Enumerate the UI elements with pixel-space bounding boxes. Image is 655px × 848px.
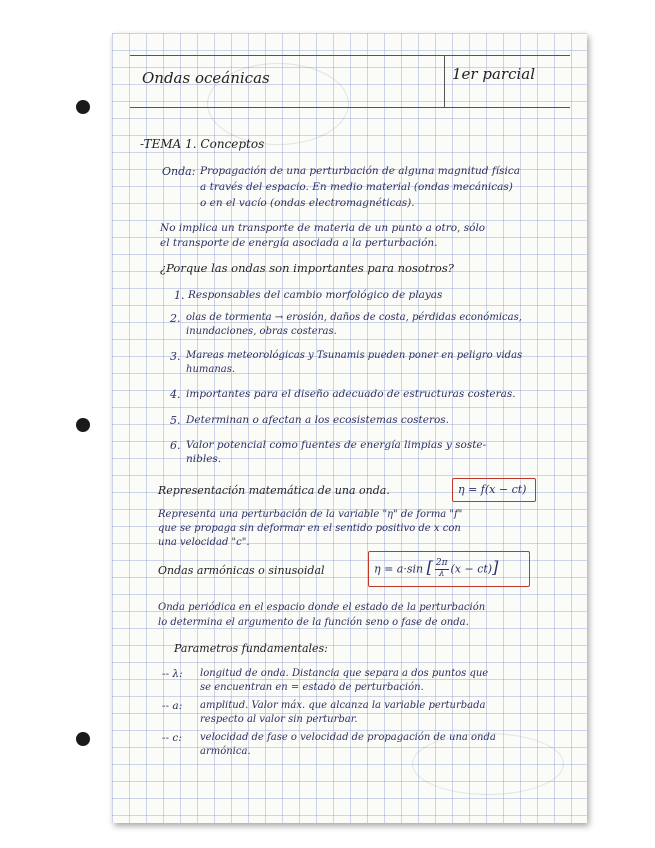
representacion-desc-3: una velocidad "c".: [158, 537, 250, 548]
parametros-title: Parametros fundamentales:: [174, 642, 328, 655]
reason-text: Responsables del cambio morfológico de playas: [188, 289, 443, 301]
reason-num: 2.: [170, 312, 181, 325]
header-bottom-rule: [130, 107, 570, 108]
param-text-cont: se encuentran en = estado de perturbación.: [200, 682, 424, 693]
punch-hole-bottom: [76, 732, 90, 746]
formula-harmonic: η = a·sin [ $\frac{2\pi}{\lambda}$ (x − ct)]: [374, 557, 499, 579]
reason-num: 6.: [170, 439, 181, 452]
reason-text-cont: humanas.: [186, 364, 236, 375]
no-implica-line-1: No implica un transporte de materia de un punto a otro, sólo: [160, 222, 486, 234]
reason-text-cont: inundaciones, obras costeras.: [186, 326, 337, 337]
onda-line-3: o en el vacío (ondas electromagnéticas).: [200, 197, 415, 209]
onda-label: Onda:: [162, 165, 196, 178]
notebook-page: [112, 33, 587, 823]
punch-hole-top: [76, 100, 90, 114]
punch-hole-middle: [76, 418, 90, 432]
periodica-line-2: lo determina el argumento de la función seno o fase de onda.: [158, 617, 469, 628]
onda-line-1: Propagación de una perturbación de alguna magnitud física: [200, 165, 520, 177]
reason-text: Determinan o afectan a los ecosistemas costeros.: [186, 414, 450, 426]
reason-num: 3.: [170, 350, 181, 363]
reason-text-cont: nibles.: [186, 453, 222, 465]
param-symbol: -- λ:: [162, 668, 183, 680]
param-text: amplitud. Valor máx. que alcanza la variable perturbada: [200, 700, 486, 711]
page-title: Ondas oceánicas: [142, 69, 270, 87]
representacion-desc-2: que se propaga sin deformar en el sentido positivo de x con: [158, 523, 461, 534]
formula-general: η = f(x − ct): [458, 483, 527, 496]
no-implica-line-2: el transporte de energía asociada a la perturbación.: [160, 237, 438, 249]
formula-right: (x − ct): [450, 562, 493, 576]
armonicas-title: Ondas armónicas o sinusoidal: [158, 564, 325, 577]
reason-text: importantes para el diseño adecuado de estructuras costeras.: [186, 388, 516, 400]
formula-left: η = a·sin: [374, 562, 424, 576]
representacion-title: Representación matemática de una onda.: [158, 484, 390, 497]
reason-text: olas de tormenta → erosión, daños de costa, pérdidas económicas,: [186, 312, 522, 323]
reason-text: Mareas meteorológicas y Tsunamis pueden poner en peligro vidas: [186, 350, 523, 361]
reason-text: Valor potencial como fuentes de energía limpias y soste-: [186, 439, 487, 451]
periodica-line-1: Onda periódica en el espacio donde el estado de la perturbación: [158, 602, 486, 613]
param-text-cont: respecto al valor sin perturbar.: [200, 714, 358, 725]
onda-line-2: a través del espacio. En medio material (ondas mecánicas): [200, 181, 513, 193]
reason-num: 4.: [170, 388, 181, 401]
param-text-cont: armónica.: [200, 746, 251, 757]
header-divider: [444, 55, 445, 107]
reason-num: 1.: [174, 289, 185, 302]
frac-den: λ: [438, 568, 445, 579]
header-top-rule: [130, 55, 570, 56]
section-heading: -TEMA 1. Conceptos: [140, 137, 265, 151]
param-text: velocidad de fase o velocidad de propagación de una onda: [200, 732, 496, 743]
param-text: longitud de onda. Distancia que separa a dos puntos que: [200, 668, 489, 679]
question-heading: ¿Porque las ondas son importantes para nosotros?: [160, 261, 454, 275]
representacion-desc-1: Representa una perturbación de la variable "η" de forma "f": [158, 509, 463, 520]
param-symbol: -- a:: [162, 700, 183, 712]
fraction: [435, 559, 449, 580]
reason-num: 5.: [170, 414, 181, 427]
frac-num: 2π: [435, 558, 448, 568]
param-symbol: -- c:: [162, 732, 182, 744]
exam-label: 1er parcial: [452, 65, 536, 83]
